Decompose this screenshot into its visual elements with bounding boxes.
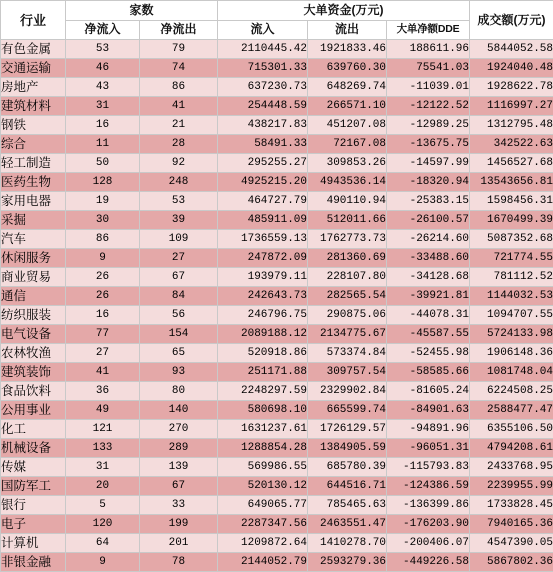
industry-cell: 通信 — [1, 287, 66, 306]
dde-cell: -18320.94 — [387, 173, 470, 192]
table-row — [1, 306, 553, 325]
volume-cell: 1144032.53 — [470, 287, 553, 306]
net-inflow-count-cell: 64 — [66, 534, 140, 553]
net-inflow-count-cell: 49 — [66, 401, 140, 420]
industry-cell: 传媒 — [1, 458, 66, 477]
volume-cell: 1456527.68 — [470, 154, 553, 173]
table-row — [1, 97, 553, 116]
table-row — [1, 249, 553, 268]
inflow-cell: 2144052.79 — [218, 553, 308, 572]
inflow-cell: 2287347.56 — [218, 515, 308, 534]
table-row — [1, 116, 553, 135]
industry-cell: 商业贸易 — [1, 268, 66, 287]
table-row — [1, 154, 553, 173]
outflow-cell: 1921833.46 — [308, 40, 387, 59]
table-row — [1, 135, 553, 154]
outflow-cell: 2329902.84 — [308, 382, 387, 401]
dde-cell: -34128.68 — [387, 268, 470, 287]
net-inflow-count-cell: 19 — [66, 192, 140, 211]
industry-cell: 房地产 — [1, 78, 66, 97]
volume-cell: 13543656.81 — [470, 173, 553, 192]
dde-cell: -33488.60 — [387, 249, 470, 268]
outflow-cell: 785465.63 — [308, 496, 387, 515]
net-outflow-count-cell: 201 — [140, 534, 218, 553]
net-inflow-count-cell: 11 — [66, 135, 140, 154]
dde-cell: -44078.31 — [387, 306, 470, 325]
volume-cell: 1598456.31 — [470, 192, 553, 211]
inflow-cell: 1631237.61 — [218, 420, 308, 439]
table-row — [1, 420, 553, 439]
industry-cell: 农林牧渔 — [1, 344, 66, 363]
table-row — [1, 439, 553, 458]
outflow-cell: 639760.30 — [308, 59, 387, 78]
volume-cell: 1312795.48 — [470, 116, 553, 135]
industry-cell: 采掘 — [1, 211, 66, 230]
net-outflow-count-cell: 41 — [140, 97, 218, 116]
outflow-cell: 490110.94 — [308, 192, 387, 211]
volume-cell: 4794208.61 — [470, 439, 553, 458]
net-outflow-count-cell: 28 — [140, 135, 218, 154]
table-row — [1, 173, 553, 192]
net-outflow-count-cell: 92 — [140, 154, 218, 173]
industry-cell: 银行 — [1, 496, 66, 515]
table-row — [1, 230, 553, 249]
industry-cell: 交通运输 — [1, 59, 66, 78]
industry-cell: 公用事业 — [1, 401, 66, 420]
volume-cell: 1094707.55 — [470, 306, 553, 325]
volume-cell: 5844052.58 — [470, 40, 553, 59]
inflow-cell: 295255.27 — [218, 154, 308, 173]
table-row — [1, 287, 553, 306]
industry-cell: 家用电器 — [1, 192, 66, 211]
outflow-cell: 644516.71 — [308, 477, 387, 496]
net-inflow-count-cell: 121 — [66, 420, 140, 439]
net-inflow-count-cell: 16 — [66, 116, 140, 135]
net-inflow-count-cell: 27 — [66, 344, 140, 363]
net-outflow-count-cell: 67 — [140, 477, 218, 496]
outflow-cell: 282565.54 — [308, 287, 387, 306]
inflow-cell: 4925215.20 — [218, 173, 308, 192]
dde-cell: -11039.01 — [387, 78, 470, 97]
header-net-outflow-count: 净流出 — [140, 20, 218, 40]
net-outflow-count-cell: 27 — [140, 249, 218, 268]
dde-cell: 75541.03 — [387, 59, 470, 78]
table-row — [1, 40, 553, 59]
volume-cell: 5867802.36 — [470, 553, 553, 572]
industry-cell: 汽车 — [1, 230, 66, 249]
net-outflow-count-cell: 140 — [140, 401, 218, 420]
net-outflow-count-cell: 56 — [140, 306, 218, 325]
inflow-cell: 464727.79 — [218, 192, 308, 211]
outflow-cell: 665599.74 — [308, 401, 387, 420]
volume-cell: 6355106.50 — [470, 420, 553, 439]
outflow-cell: 4943536.14 — [308, 173, 387, 192]
dde-cell: -94891.96 — [387, 420, 470, 439]
outflow-cell: 228107.80 — [308, 268, 387, 287]
industry-cell: 有色金属 — [1, 40, 66, 59]
inflow-cell: 254448.59 — [218, 97, 308, 116]
dde-cell: -25383.15 — [387, 192, 470, 211]
dde-cell: -39921.81 — [387, 287, 470, 306]
net-outflow-count-cell: 93 — [140, 363, 218, 382]
inflow-cell: 246796.75 — [218, 306, 308, 325]
outflow-cell: 309853.26 — [308, 154, 387, 173]
header-outflow: 流出 — [308, 20, 387, 40]
header-count-group: 家数 — [66, 1, 218, 21]
net-inflow-count-cell: 30 — [66, 211, 140, 230]
net-outflow-count-cell: 154 — [140, 325, 218, 344]
inflow-cell: 649065.77 — [218, 496, 308, 515]
net-inflow-count-cell: 86 — [66, 230, 140, 249]
net-inflow-count-cell: 36 — [66, 382, 140, 401]
dde-cell: 188611.96 — [387, 40, 470, 59]
industry-cell: 化工 — [1, 420, 66, 439]
net-outflow-count-cell: 84 — [140, 287, 218, 306]
net-outflow-count-cell: 21 — [140, 116, 218, 135]
industry-cell: 综合 — [1, 135, 66, 154]
outflow-cell: 2593279.36 — [308, 553, 387, 572]
net-inflow-count-cell: 26 — [66, 268, 140, 287]
table-row — [1, 401, 553, 420]
outflow-cell: 512011.66 — [308, 211, 387, 230]
outflow-cell: 1384905.59 — [308, 439, 387, 458]
outflow-cell: 685780.39 — [308, 458, 387, 477]
dde-cell: -52455.98 — [387, 344, 470, 363]
industry-cell: 电子 — [1, 515, 66, 534]
industry-cell: 国防军工 — [1, 477, 66, 496]
outflow-cell: 1762773.73 — [308, 230, 387, 249]
table-row — [1, 211, 553, 230]
net-inflow-count-cell: 20 — [66, 477, 140, 496]
net-outflow-count-cell: 78 — [140, 553, 218, 572]
net-outflow-count-cell: 39 — [140, 211, 218, 230]
industry-cell: 建筑装饰 — [1, 363, 66, 382]
inflow-cell: 247872.09 — [218, 249, 308, 268]
net-inflow-count-cell: 9 — [66, 249, 140, 268]
net-outflow-count-cell: 79 — [140, 40, 218, 59]
table-row — [1, 458, 553, 477]
volume-cell: 1906148.36 — [470, 344, 553, 363]
inflow-cell: 438217.83 — [218, 116, 308, 135]
industry-cell: 电气设备 — [1, 325, 66, 344]
net-inflow-count-cell: 16 — [66, 306, 140, 325]
inflow-cell: 1288854.28 — [218, 439, 308, 458]
net-outflow-count-cell: 74 — [140, 59, 218, 78]
volume-cell: 6224508.25 — [470, 382, 553, 401]
table-row — [1, 192, 553, 211]
net-inflow-count-cell: 5 — [66, 496, 140, 515]
net-outflow-count-cell: 65 — [140, 344, 218, 363]
net-outflow-count-cell: 109 — [140, 230, 218, 249]
industry-cell: 休闲服务 — [1, 249, 66, 268]
inflow-cell: 2089188.12 — [218, 325, 308, 344]
volume-cell: 1670499.39 — [470, 211, 553, 230]
industry-cell: 食品饮料 — [1, 382, 66, 401]
dde-cell: -115793.83 — [387, 458, 470, 477]
volume-cell: 1924040.48 — [470, 59, 553, 78]
header-industry: 行业 — [1, 1, 66, 40]
net-inflow-count-cell: 31 — [66, 97, 140, 116]
net-inflow-count-cell: 128 — [66, 173, 140, 192]
table-row — [1, 477, 553, 496]
volume-cell: 721774.55 — [470, 249, 553, 268]
dde-cell: -14597.99 — [387, 154, 470, 173]
net-outflow-count-cell: 33 — [140, 496, 218, 515]
dde-cell: -136399.86 — [387, 496, 470, 515]
outflow-cell: 2463551.47 — [308, 515, 387, 534]
table-row — [1, 382, 553, 401]
outflow-cell: 266571.10 — [308, 97, 387, 116]
dde-cell: -449226.58 — [387, 553, 470, 572]
net-inflow-count-cell: 53 — [66, 40, 140, 59]
inflow-cell: 1209872.64 — [218, 534, 308, 553]
table-row — [1, 344, 553, 363]
net-inflow-count-cell: 133 — [66, 439, 140, 458]
volume-cell: 342522.63 — [470, 135, 553, 154]
outflow-cell: 451207.08 — [308, 116, 387, 135]
dde-cell: -26214.60 — [387, 230, 470, 249]
volume-cell: 1081748.04 — [470, 363, 553, 382]
net-inflow-count-cell: 31 — [66, 458, 140, 477]
net-outflow-count-cell: 139 — [140, 458, 218, 477]
volume-cell: 7940165.36 — [470, 515, 553, 534]
industry-cell: 钢铁 — [1, 116, 66, 135]
dde-cell: -84901.63 — [387, 401, 470, 420]
inflow-cell: 485911.09 — [218, 211, 308, 230]
inflow-cell: 569986.55 — [218, 458, 308, 477]
outflow-cell: 1726129.57 — [308, 420, 387, 439]
volume-cell: 1733828.45 — [470, 496, 553, 515]
dde-cell: -26100.57 — [387, 211, 470, 230]
net-inflow-count-cell: 43 — [66, 78, 140, 97]
outflow-cell: 290875.06 — [308, 306, 387, 325]
header-big-order-group: 大单资金(万元) — [218, 1, 470, 21]
outflow-cell: 2134775.67 — [308, 325, 387, 344]
dde-cell: -58585.66 — [387, 363, 470, 382]
dde-cell: -124386.59 — [387, 477, 470, 496]
net-inflow-count-cell: 50 — [66, 154, 140, 173]
net-inflow-count-cell: 77 — [66, 325, 140, 344]
net-outflow-count-cell: 270 — [140, 420, 218, 439]
inflow-cell: 242643.73 — [218, 287, 308, 306]
dde-cell: -96051.31 — [387, 439, 470, 458]
inflow-cell: 58491.33 — [218, 135, 308, 154]
volume-cell: 4547390.05 — [470, 534, 553, 553]
dde-cell: -176203.90 — [387, 515, 470, 534]
inflow-cell: 520130.12 — [218, 477, 308, 496]
outflow-cell: 648269.74 — [308, 78, 387, 97]
industry-cell: 建筑材料 — [1, 97, 66, 116]
volume-cell: 2433768.95 — [470, 458, 553, 477]
table-row — [1, 78, 553, 97]
dde-cell: -12989.25 — [387, 116, 470, 135]
net-inflow-count-cell: 41 — [66, 363, 140, 382]
net-inflow-count-cell: 120 — [66, 515, 140, 534]
outflow-cell: 309757.54 — [308, 363, 387, 382]
table-row — [1, 268, 553, 287]
outflow-cell: 573374.84 — [308, 344, 387, 363]
dde-cell: -13675.75 — [387, 135, 470, 154]
volume-cell: 5724133.98 — [470, 325, 553, 344]
volume-cell: 5087352.68 — [470, 230, 553, 249]
dde-cell: -200406.07 — [387, 534, 470, 553]
inflow-cell: 520918.86 — [218, 344, 308, 363]
net-inflow-count-cell: 26 — [66, 287, 140, 306]
volume-cell: 2588477.47 — [470, 401, 553, 420]
inflow-cell: 2110445.42 — [218, 40, 308, 59]
table-row — [1, 59, 553, 78]
dde-cell: -81605.24 — [387, 382, 470, 401]
volume-cell: 1928622.78 — [470, 78, 553, 97]
header-net-inflow-count: 净流入 — [66, 20, 140, 40]
outflow-cell: 72167.08 — [308, 135, 387, 154]
industry-cell: 计算机 — [1, 534, 66, 553]
inflow-cell: 715301.33 — [218, 59, 308, 78]
table-row — [1, 325, 553, 344]
net-outflow-count-cell: 248 — [140, 173, 218, 192]
industry-cell: 纺织服装 — [1, 306, 66, 325]
table-row — [1, 515, 553, 534]
industry-cell: 轻工制造 — [1, 154, 66, 173]
header-inflow: 流入 — [218, 20, 308, 40]
inflow-cell: 193979.11 — [218, 268, 308, 287]
table-row — [1, 534, 553, 553]
inflow-cell: 251171.88 — [218, 363, 308, 382]
table-row — [1, 496, 553, 515]
net-outflow-count-cell: 53 — [140, 192, 218, 211]
net-outflow-count-cell: 80 — [140, 382, 218, 401]
net-outflow-count-cell: 289 — [140, 439, 218, 458]
header-dde: 大单净额DDE — [387, 20, 470, 40]
net-inflow-count-cell: 9 — [66, 553, 140, 572]
volume-cell: 781112.52 — [470, 268, 553, 287]
header-volume: 成交额(万元) — [470, 1, 553, 40]
net-outflow-count-cell: 199 — [140, 515, 218, 534]
net-outflow-count-cell: 67 — [140, 268, 218, 287]
inflow-cell: 637230.73 — [218, 78, 308, 97]
inflow-cell: 1736559.13 — [218, 230, 308, 249]
inflow-cell: 2248297.59 — [218, 382, 308, 401]
net-inflow-count-cell: 46 — [66, 59, 140, 78]
dde-cell: -45587.55 — [387, 325, 470, 344]
volume-cell: 2239955.99 — [470, 477, 553, 496]
inflow-cell: 580698.10 — [218, 401, 308, 420]
table-row — [1, 363, 553, 382]
outflow-cell: 1410278.70 — [308, 534, 387, 553]
volume-cell: 1116997.27 — [470, 97, 553, 116]
industry-cell: 机械设备 — [1, 439, 66, 458]
industry-cell: 非银金融 — [1, 553, 66, 572]
industry-cell: 医药生物 — [1, 173, 66, 192]
net-outflow-count-cell: 86 — [140, 78, 218, 97]
table-row — [1, 553, 553, 572]
outflow-cell: 281360.69 — [308, 249, 387, 268]
dde-cell: -12122.52 — [387, 97, 470, 116]
